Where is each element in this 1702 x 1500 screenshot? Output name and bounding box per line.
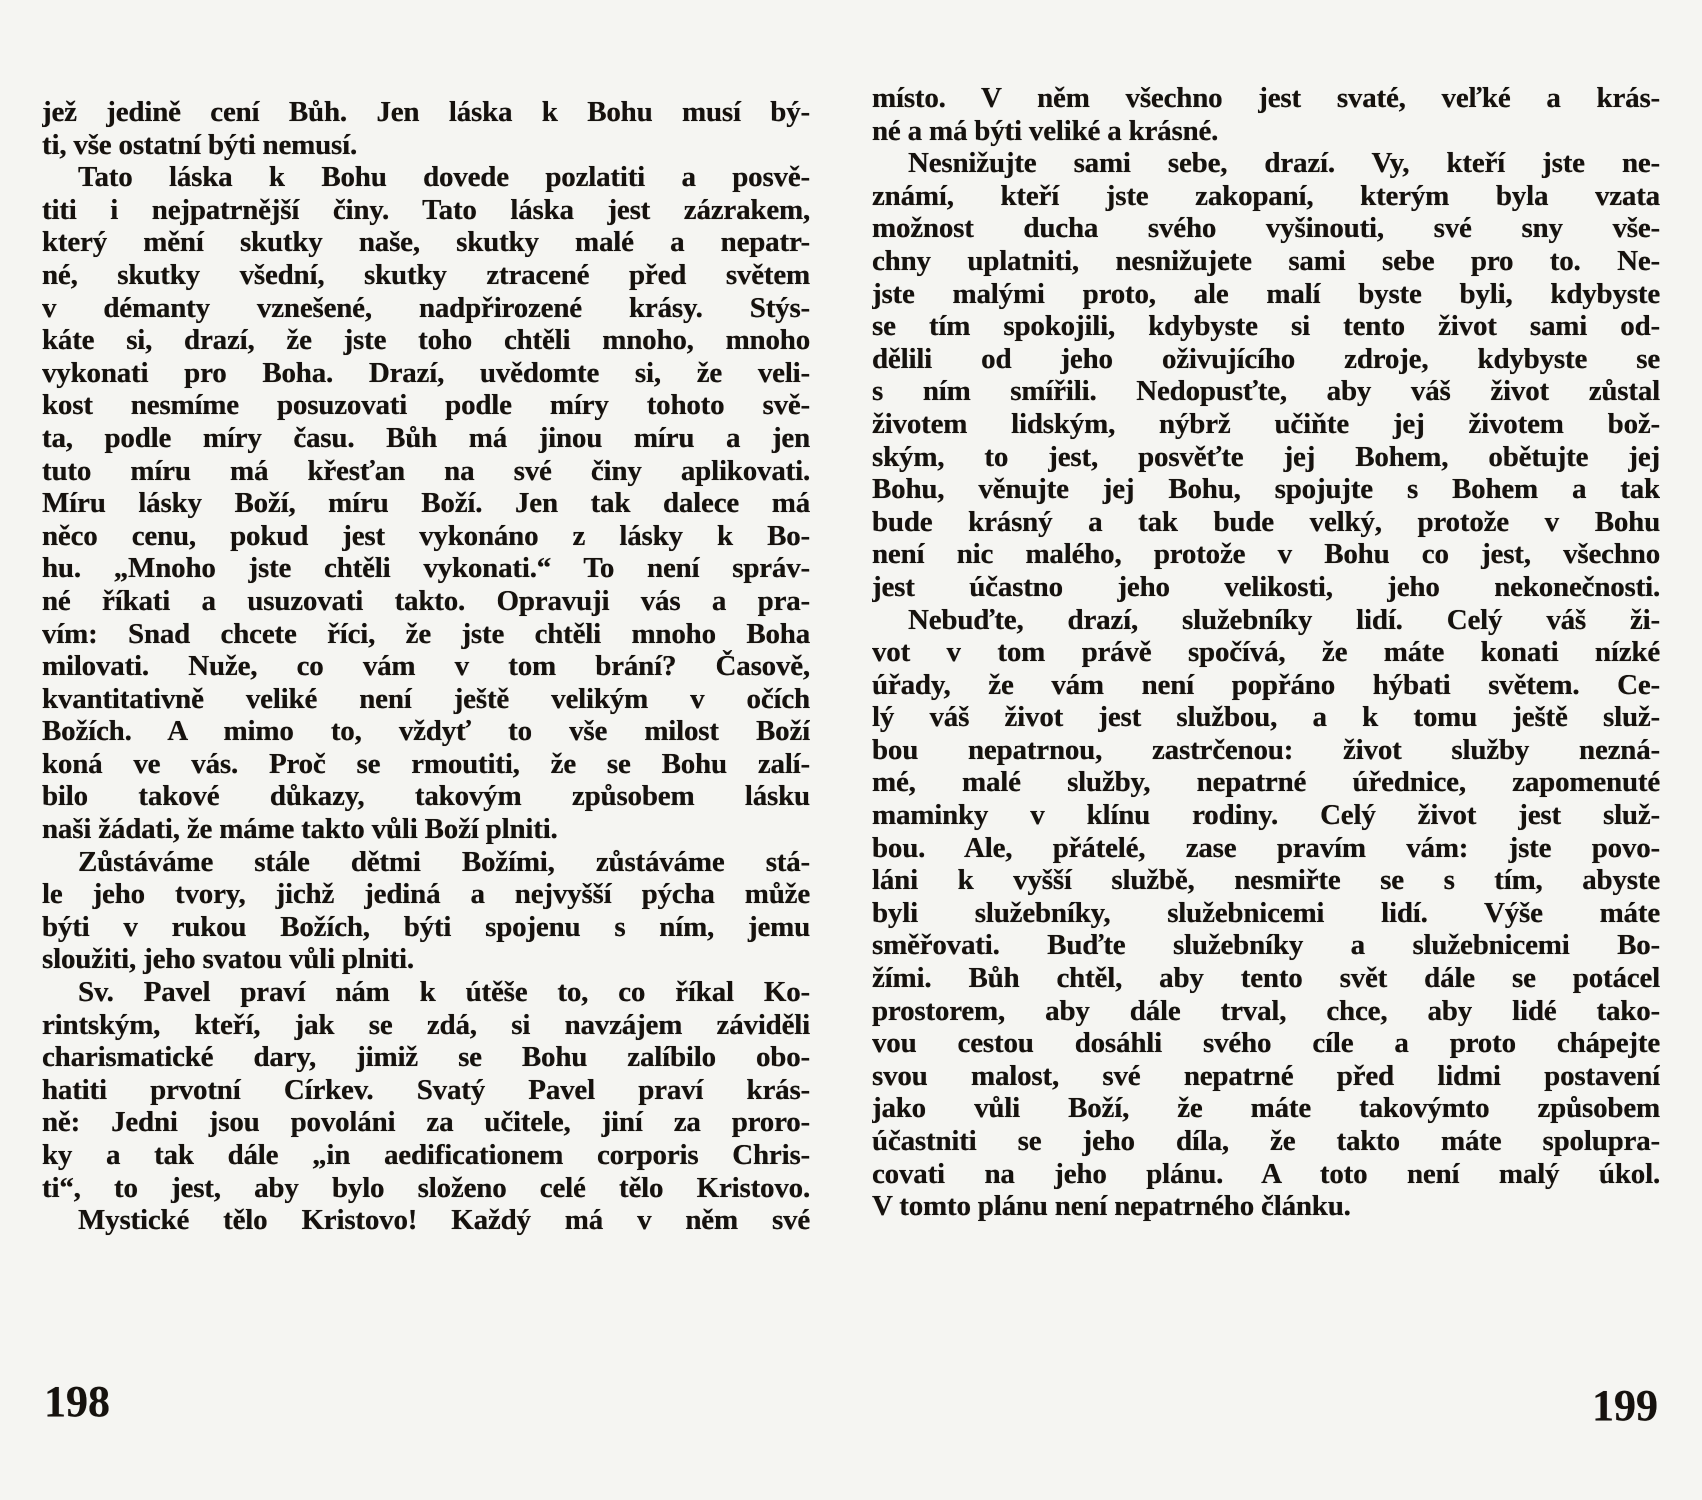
text-line: účastniti se jeho díla, že takto máte spolupra- (872, 1125, 1660, 1157)
text-line: s ním smířili. Nedopusťte, aby váš život zůstal (872, 375, 1660, 408)
text-line: ta, podle míry času. Bůh má jinou míru a jen (42, 421, 810, 454)
text-line: milovati. Nuže, co vám v tom brání? Časově, (42, 650, 810, 683)
text-line: svou malost, své nepatrné před lidmi postavení (872, 1059, 1660, 1092)
text-line: le jeho tvory, jichž jediná a nejvyšší pýcha může (42, 878, 810, 911)
text-line: kost nesmíme posuzovati podle míry tohoto svě- (42, 389, 810, 422)
text-line: ti, vše ostatní býti nemusí. (42, 128, 358, 161)
text-line: tuto míru má křesťan na své činy aplikovati. (42, 454, 810, 487)
text-line: směřovati. Buďte služebníky a služebnicemi Bo- (872, 929, 1660, 962)
text-line: charismatické dary, jimiž se Bohu zalíbilo obo- (42, 1041, 810, 1074)
text-line: známí, kteří jste zakopaní, kterým byla vzata (872, 179, 1660, 212)
text-line: mé, malé služby, nepatrné úřednice, zapomenuté (872, 766, 1660, 799)
text-line: koná ve vás. Proč se rmoutiti, že se Bohu zalí- (42, 747, 810, 780)
text-line: rintským, kteří, jak se zdá, si navzájem záviděli (42, 1008, 810, 1041)
text-line: né říkati a usuzovati takto. Opravuji vás a pra- (42, 584, 810, 617)
text-line: jež jedině cení Bůh. Jen láska k Bohu musí bý- (42, 96, 810, 128)
text-line: jest účastno jeho velikosti, jeho nekonečnosti. (872, 570, 1660, 603)
text-line: covati na jeho plánu. A toto není malý úkol. (872, 1157, 1660, 1190)
text-line: který mění skutky naše, skutky malé a nepatr- (42, 226, 810, 259)
text-line: úřady, že vám není popřáno hýbati světem. Ce- (872, 668, 1660, 701)
text-line: maminky v klínu rodiny. Celý život jest služ- (872, 799, 1660, 832)
text-line: V tomto plánu není nepatrného článku. (872, 1190, 1351, 1223)
text-line: ky a tak dále „in aedificationem corporis Chris- (42, 1139, 810, 1171)
page-left-text-column (42, 96, 810, 1237)
text-line: není nic malého, protože v Bohu co jest, všechno (872, 538, 1660, 571)
text-line: vot v tom právě spočívá, že máte konati nízké (872, 636, 1660, 669)
text-line: býti v rukou Božích, býti spojenu s ním, jemu (42, 910, 810, 943)
text-line: sloužiti, jeho svatou vůli plniti. (42, 943, 414, 976)
text-line: jako vůli Boží, že máte takovýmto způsobem (872, 1092, 1660, 1125)
text-line: žími. Bůh chtěl, aby tento svět dále se potácel (872, 962, 1660, 995)
text-line: né a má býti veliké a krásné. (872, 114, 1219, 147)
text-line: vím: Snad chcete říci, že jste chtěli mnoho Boha (42, 617, 810, 650)
text-line: Tato láska k Bohu dovede pozlatiti a posvě- (78, 161, 810, 194)
text-line: bou nepatrnou, zastrčenou: život služby nezná- (872, 733, 1660, 766)
text-line: v démanty vznešené, nadpřirozené krásy. Stýs- (42, 291, 810, 324)
text-line: bou. Ale, přátelé, zase pravím vám: jste povo- (872, 831, 1660, 864)
text-line: prostorem, aby dále trval, chce, aby lidé tako- (872, 994, 1660, 1027)
text-line: titi i nejpatrnější činy. Tato láska jest zázrakem, (42, 193, 810, 226)
text-line: ně: Jedni jsou povoláni za učitele, jiní za proro- (42, 1106, 810, 1139)
text-line: životem lidským, nýbrž učiňte jej životem bož- (872, 407, 1660, 440)
text-line: Sv. Pavel praví nám k útěše to, co říkal Ko- (78, 976, 810, 1009)
text-line: Božích. A mimo to, vždyť to vše milost Boží (42, 715, 810, 748)
page-number-left: 198 (44, 1377, 110, 1426)
text-line: hatiti prvotní Církev. Svatý Pavel praví krás- (42, 1073, 810, 1106)
text-line: Bohu, věnujte jej Bohu, spojujte s Bohem a tak (872, 473, 1660, 506)
text-line: hu. „Mnoho jste chtěli vykonati.“ To není správ- (42, 552, 810, 585)
text-line: kvantitativně veliké není ještě velikým v očích (42, 682, 810, 715)
text-line: Nesnižujte sami sebe, drazí. Vy, kteří jste ne- (908, 147, 1660, 180)
text-line: chny uplatniti, nesnižujete sami sebe pro to. Ne- (872, 244, 1660, 277)
page-right-text-column (872, 82, 1660, 1223)
text-line: byli služebníky, služebnicemi lidí. Výše máte (872, 896, 1660, 929)
text-line: káte si, drazí, že jste toho chtěli mnoho, mnoho (42, 324, 810, 357)
text-line: něco cenu, pokud jest vykonáno z lásky k Bo- (42, 519, 810, 552)
text-line: možnost ducha svého vyšinouti, své sny vše- (872, 212, 1660, 245)
text-line: Míru lásky Boží, míru Boží. Jen tak dalece má (42, 487, 810, 520)
text-line: místo. V něm všechno jest svaté, veľké a krás- (872, 82, 1660, 114)
text-line: né, skutky všední, skutky ztracené před světem (42, 258, 810, 291)
text-line: jste malými proto, ale malí byste byli, kdybyste (872, 277, 1660, 310)
page-number-right: 199 (1592, 1381, 1658, 1430)
text-line: ti“, to jest, aby bylo složeno celé tělo Kristovo. (42, 1171, 810, 1204)
text-line: dělili od jeho oživujícího zdroje, kdybyste se (872, 342, 1660, 375)
text-line: vou cestou dosáhli svého cíle a proto chápejte (872, 1027, 1660, 1060)
text-line: Nebuďte, drazí, služebníky lidí. Celý váš ži- (908, 603, 1660, 636)
text-line: Zůstáváme stále dětmi Božími, zůstáváme stá- (78, 845, 810, 878)
text-line: Mystické tělo Kristovo! Každý má v něm své (78, 1204, 810, 1237)
text-line: bilo takové důkazy, takovým způsobem lásku (42, 780, 810, 813)
text-line: ským, to jest, posvěťte jej Bohem, obětujte jej (872, 440, 1660, 473)
text-line: lý váš život jest službou, a k tomu ještě služ- (872, 701, 1660, 734)
text-line: láni k vyšší službě, nesmiřte se s tím, abyste (872, 864, 1660, 897)
text-line: naši žádati, že máme takto vůli Boží plniti. (42, 813, 558, 846)
text-line: vykonati pro Boha. Drazí, uvědomte si, že veli- (42, 356, 810, 389)
text-line: se tím spokojili, kdybyste si tento život sami od- (872, 310, 1660, 343)
text-line: bude krásný a tak bude velký, protože v Bohu (872, 505, 1660, 538)
